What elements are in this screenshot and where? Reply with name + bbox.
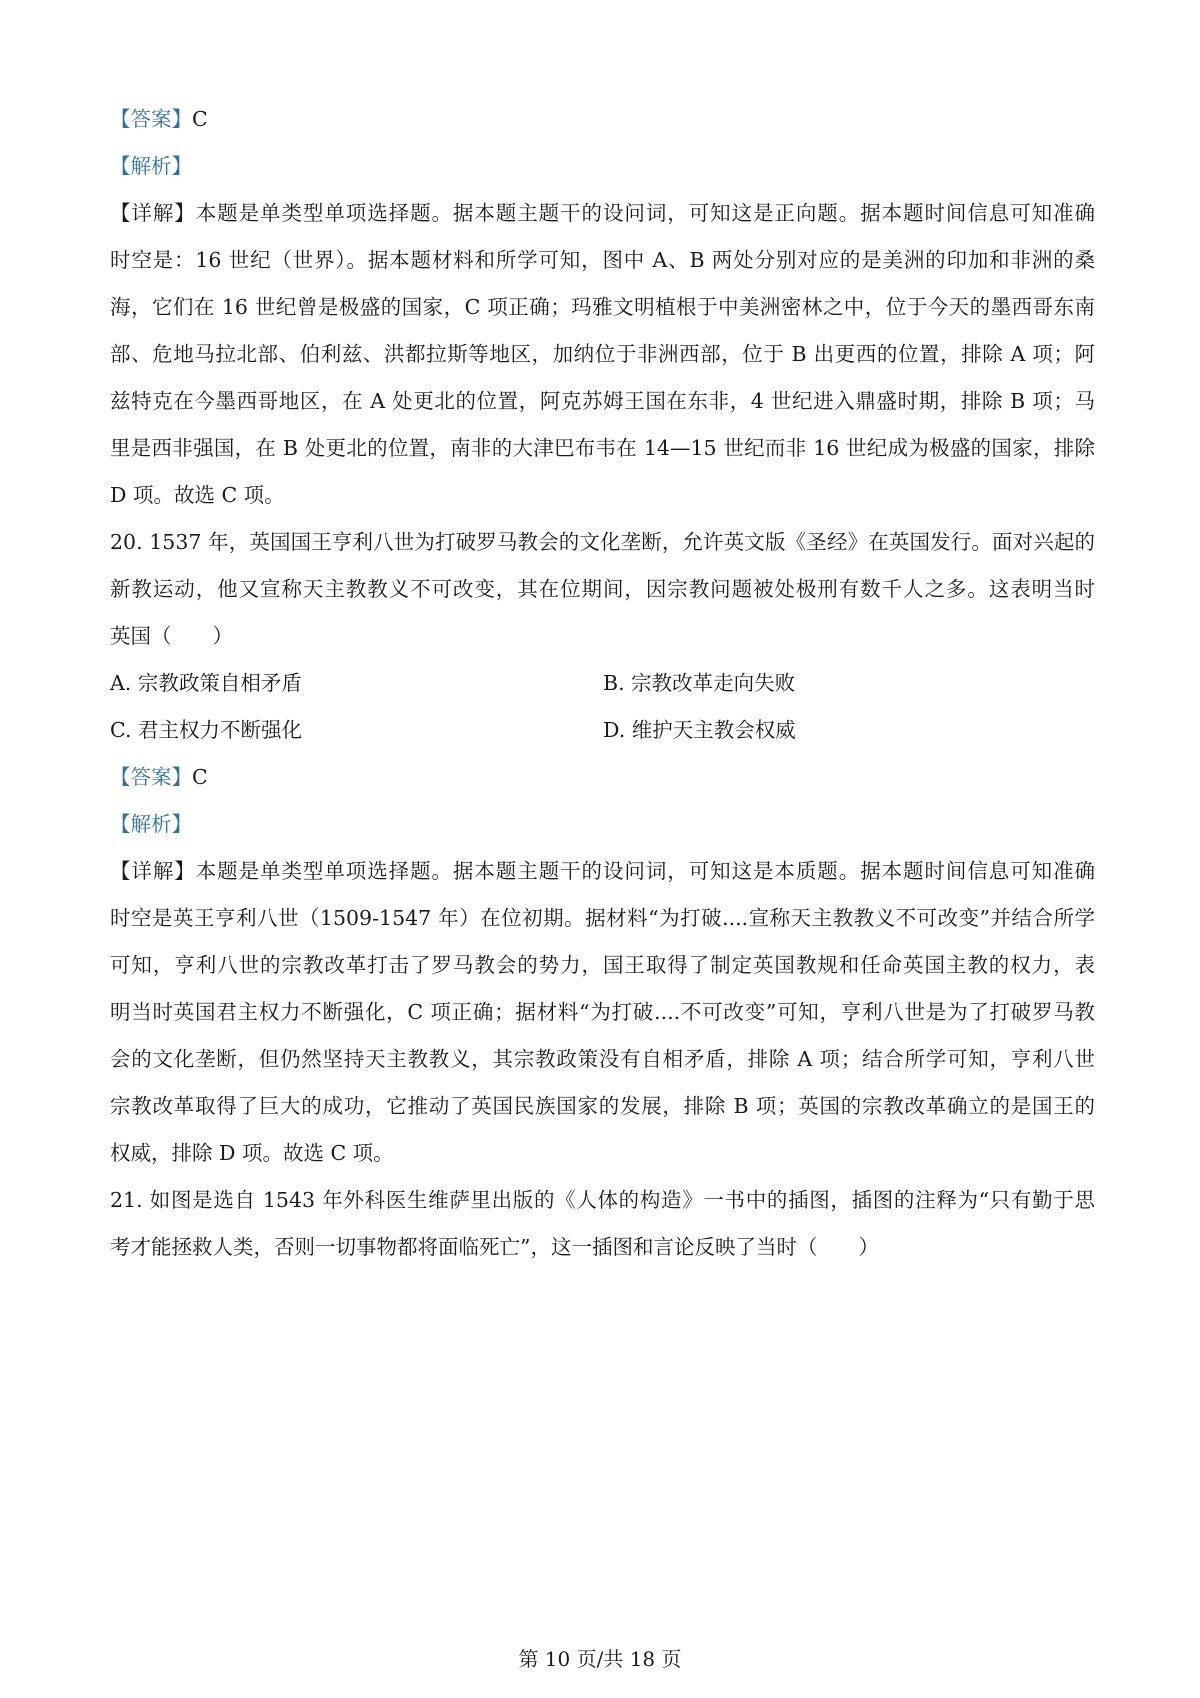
option-a: A. 宗教政策自相矛盾	[110, 671, 302, 695]
q19-detail-line: 部、危地马拉北部、伯利兹、洪都拉斯等地区，加纳位于非洲西部，位于 B 出更西的位置，排除 A 项；阿	[110, 342, 1095, 366]
option-d: D. 维护天主教会权威	[603, 718, 796, 742]
q19-detail-line: 兹特克在今墨西哥地区，在 A 处更北的位置，阿克苏姆王国在东非，4 世纪进入鼎盛时期，排除 B 项；马	[110, 389, 1095, 413]
page-footer: 第 10 页/共 18 页	[518, 1647, 682, 1671]
document-page	[110, 96, 1095, 1271]
detail-text: 本题是单类型单项选择题。据本题主题干的设问词，可知这是正向题。据本题时间信息可知准确	[195, 201, 1095, 225]
q21-stem-line: 21. 如图是选自 1543 年外科医生维萨里出版的《人体的构造》一书中的插图，插图的注释为“只有勤于思	[110, 1188, 1095, 1212]
q19-detail-line	[110, 190, 1095, 237]
q19-detail-line: D 项。故选 C 项。	[110, 483, 285, 507]
q20-analysis	[110, 801, 1095, 848]
answer-tag: 【答案】	[110, 107, 192, 131]
answer-value: C	[192, 107, 208, 131]
q20-detail-line: 宗教改革取得了巨大的成功，它推动了英国民族国家的发展，排除 B 项；英国的宗教改革确立的是国王的	[110, 1094, 1095, 1118]
q20-detail-line	[110, 848, 1095, 895]
q20-detail-line: 权威，排除 D 项。故选 C 项。	[110, 1141, 394, 1165]
detail-tag: 【详解】	[110, 859, 196, 883]
q20-options	[110, 660, 1095, 754]
q19-detail-line: 时空是：16 世纪（世界）。据本题材料和所学可知，图中 A、B 两处分别对应的是美洲的印加和非洲的桑	[110, 248, 1095, 272]
q19-detail-line: 里是西非强国，在 B 处更北的位置，南非的大津巴布韦在 14—15 世纪而非 16 世纪成为极盛的国家，排除	[110, 436, 1095, 460]
option-b: B. 宗教改革走向失败	[603, 671, 796, 695]
analysis-tag: 【解析】	[110, 812, 192, 836]
q20-detail-line: 可知，亨利八世的宗教改革打击了罗马教会的势力，国王取得了制定英国教规和任命英国主教的权力，表	[110, 953, 1095, 977]
option-c: C. 君主权力不断强化	[110, 718, 302, 742]
q20-detail-line: 会的文化垄断，但仍然坚持天主教教义，其宗教政策没有自相矛盾，排除 A 项；结合所学可知，亨利八世	[110, 1047, 1095, 1071]
q20-stem-line: 英国（ ）	[110, 624, 233, 648]
q20-answer	[110, 754, 1095, 801]
q19-analysis	[110, 143, 1095, 190]
analysis-tag: 【解析】	[110, 154, 192, 178]
answer-tag: 【答案】	[110, 765, 192, 789]
q21-stem-line: 考才能拯救人类，否则一切事物都将面临死亡”，这一插图和言论反映了当时（ ）	[110, 1235, 879, 1259]
q19-detail-line: 海，它们在 16 世纪曾是极盛的国家，C 项正确；玛雅文明植根于中美洲密林之中，位于今天的墨西哥东南	[110, 295, 1095, 319]
detail-text: 本题是单类型单项选择题。据本题主题干的设问词，可知这是本质题。据本题时间信息可知准确	[195, 859, 1095, 883]
q20-stem-line: 新教运动，他又宣称天主教教义不可改变，其在位期间，因宗教问题被处极刑有数千人之多。这表明当时	[110, 577, 1095, 601]
detail-tag: 【详解】	[110, 201, 196, 225]
q20-stem-line: 20. 1537 年，英国国王亨利八世为打破罗马教会的文化垄断，允许英文版《圣经》在英国发行。面对兴起的	[110, 530, 1095, 554]
q20-detail-line: 明当时英国君主权力不断强化，C 项正确；据材料“为打破....不可改变”可知，亨利八世是为了打破罗马教	[110, 1000, 1095, 1024]
q19-answer	[110, 96, 1095, 143]
answer-value: C	[192, 765, 208, 789]
q20-detail-line: 时空是英王亨利八世（1509-1547 年）在位初期。据材料“为打破....宣称天主教教义不可改变”并结合所学	[110, 906, 1095, 930]
